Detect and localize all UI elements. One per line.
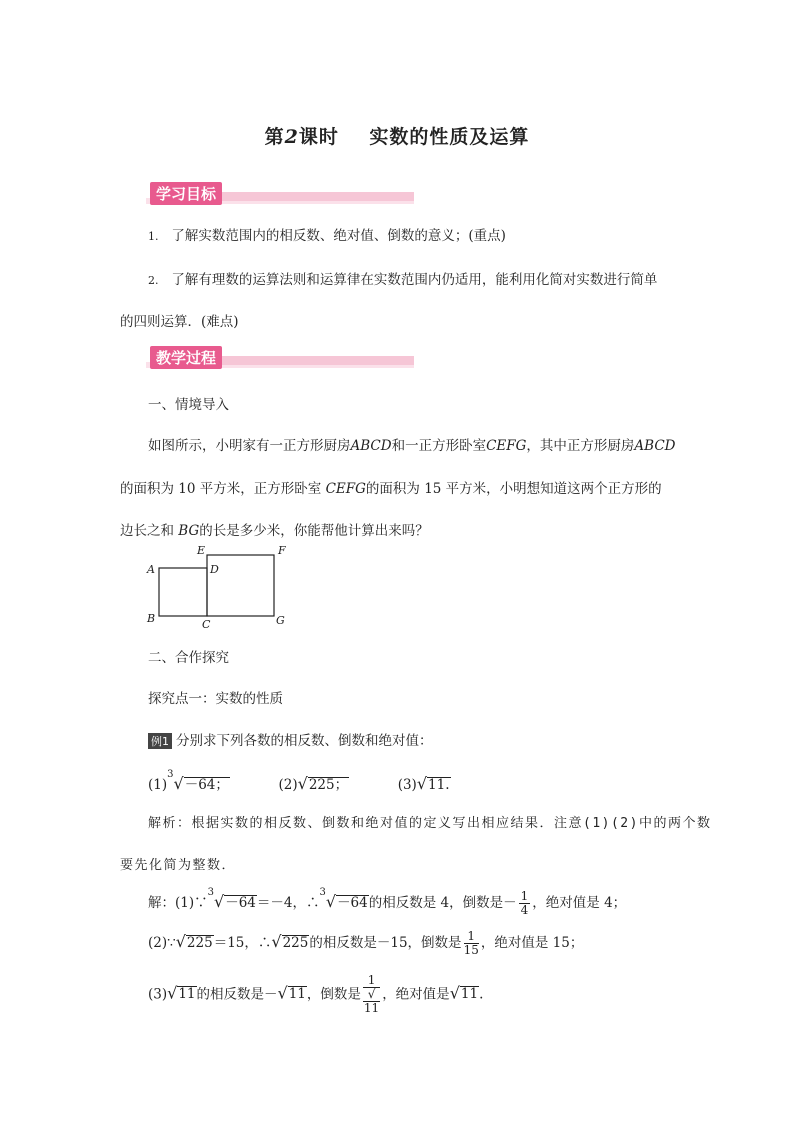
label-f: F	[278, 544, 286, 557]
square-abcd	[159, 568, 207, 616]
page-title: 第2课时 实数的性质及运算	[264, 126, 530, 148]
goal-1: 1. 了解实数范围内的相反数、绝对值、倒数的意义；(重点)	[148, 228, 506, 244]
heading-intro: 一、情境导入	[148, 397, 229, 413]
solution-1: 解：(1)∵$^3$√－64＝－4，∴$^3$√－64的相反数是 4，倒数是－ $\frac{1}{4}$ ，绝对值是 4；	[148, 887, 627, 918]
solution-2: (2)∵√225＝15，∴√225的相反数是－15，倒数是 $\frac{1}{15}$ ，绝对值是 15；	[148, 929, 584, 958]
goal-2-line1: 2. 了解有理数的运算法则和运算律在实数范围内仍适用，能利用化简对实数进行简单	[148, 272, 658, 288]
label-e: E	[197, 544, 206, 557]
goal-2-line2: 的四则运算．(难点)	[120, 314, 239, 330]
solution-3: (3)√11的相反数是－√11，倒数是 1 √ 11 ，绝对值是√11.	[148, 973, 484, 1016]
label-a: A	[147, 563, 155, 576]
label-b: B	[147, 612, 156, 625]
section-header-process: 教学过程	[146, 346, 414, 372]
analysis-line1: 解析：根据实数的相反数、倒数和绝对值的定义写出相应结果．注意(1)(2)中的两个数	[148, 816, 712, 831]
analysis-line2: 要先化简为整数．	[120, 858, 237, 873]
squares-figure	[140, 540, 300, 632]
intro-line3: 边长之和 BG的长是多少米，你能帮他计算出来吗？	[120, 523, 429, 539]
heading-explore: 二、合作探究	[148, 650, 229, 666]
section-header-goals: 学习目标	[146, 182, 414, 208]
label-d: D	[210, 563, 219, 576]
example-1: 例1 分别求下列各数的相反数、倒数和绝对值：	[148, 729, 433, 749]
label-g: G	[276, 614, 285, 627]
example-items: $(1)^3√-64$； (2)√225； (3)√11.	[148, 769, 450, 793]
example-badge: 例1	[148, 733, 172, 749]
intro-line1: 如图所示，小明家有一正方形厨房ABCD和一正方形卧室CEFG，其中正方形厨房ABCD	[148, 438, 676, 454]
explore-point-1: 探究点一：实数的性质	[148, 691, 283, 707]
intro-line2: 的面积为 10 平方米，正方形卧室 CEFG的面积为 15 平方米，小明想知道这两个正方形的	[120, 481, 662, 497]
label-c: C	[202, 618, 211, 631]
